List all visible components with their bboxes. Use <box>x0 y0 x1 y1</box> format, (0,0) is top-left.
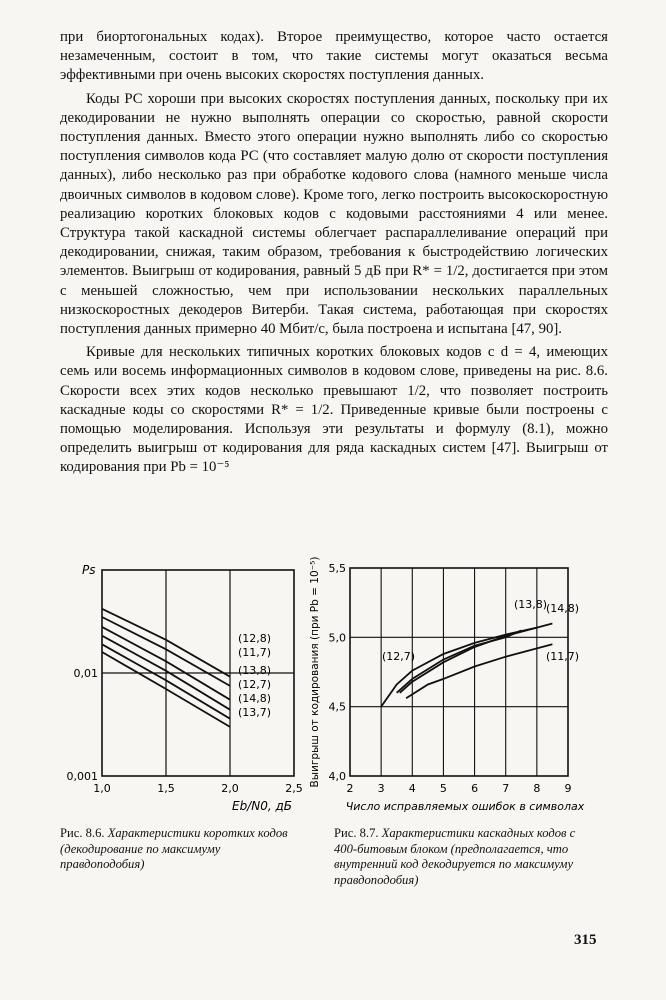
y-tick-label: 4,5 <box>328 700 346 714</box>
x-tick-label: 1,5 <box>157 782 175 795</box>
series-label-14-8: (14,8) <box>546 602 580 615</box>
y-axis-label: Ps <box>82 563 96 577</box>
figure-8-7-caption <box>334 826 582 888</box>
x-axis-label: Eb/N0, дБ <box>231 799 292 813</box>
paragraph-2: Коды РС хороши при высоких скоростях поступления данных, поскольку при их декодировании не нужно выполнять операции со скоростью, равной скорости поступления данных. Вместо этого операции нужно выполнять либо со скоростью поступления символов кода РС (что составляет малую долю от скорости поступления данных), либо несколько раз при обработке кодового слова (намного меньше числа двоичных символов в кодовом слове). Кроме того, легко построить высокоскоростную реализацию коротких блоковых кодов с кодовыми расстояниями 4 или менее. Структура такой каскадной системы облегчает распараллеливание операций при декодировании, снижая, таким образом, требования к быстродействию логических элементов. Выигрыш от кодирования, равный 5 дБ при R* = 1/2, достигается при этом с меньшей сложностью, чем при использовании нескольких параллельных низкоскоростных декодеров Витерби. Такая система, работающая при скоростях поступления данных примерно 40 Мбит/с, была построена и испытана [47, 90]. <box>60 90 608 338</box>
page-number: 315 <box>574 932 597 948</box>
x-tick-label: 9 <box>564 782 572 795</box>
body-text <box>60 28 608 482</box>
x-tick-label: 4 <box>408 782 416 795</box>
x-tick-label: 2,5 <box>285 782 303 795</box>
x-tick-label: 2 <box>346 782 354 795</box>
series-line-12-7 <box>381 628 537 707</box>
y-tick-label: 0,001 <box>66 770 98 783</box>
series-label-11-7: (11,7) <box>238 646 272 659</box>
series-label-14-8: (14,8) <box>238 692 272 705</box>
series-line-14-8 <box>400 624 553 693</box>
series-label-11-7: (11,7) <box>546 650 580 663</box>
series-label-13-8: (13,8) <box>238 664 272 677</box>
paragraph-1: при биортогональных кодах). Второе преимущество, которое часто остается незамеченным, состоит в том, что такие системы могут оказаться весьма эффективными при очень высоких скоростях поступления данных. <box>60 29 608 84</box>
x-tick-label: 2,0 <box>221 782 239 795</box>
x-tick-label: 3 <box>377 782 385 795</box>
caption-label: Рис. 8.6. <box>60 826 105 840</box>
series-label-13-7: (13,7) <box>238 706 272 719</box>
caption-text: Характеристики каскадных кодов с 400-битовым блоком (предполагается, что внутренний код декодируется по максимуму правдоподобия) <box>334 826 576 887</box>
figure-8-7-chart <box>300 548 610 838</box>
caption-text: Характеристики коротких кодов (декодирование по максимуму правдоподобия) <box>60 826 288 871</box>
y-tick-label: 4,0 <box>328 770 346 783</box>
series-label-13-8: (13,8) <box>514 598 548 611</box>
x-tick-label: 1,0 <box>93 782 111 795</box>
y-tick-label: 5,0 <box>328 631 346 645</box>
x-tick-label: 6 <box>471 782 479 795</box>
x-axis-label: Число исправляемых ошибок в символах <box>345 800 585 813</box>
x-tick-label: 8 <box>533 782 541 795</box>
series-label-12-8: (12,8) <box>238 632 272 645</box>
y-axis-label: Выигрыш от кодирования (при Pb = 10⁻⁵) <box>309 556 321 788</box>
paragraph-3: Кривые для нескольких типичных коротких блоковых кодов с d = 4, имеющих семь или восемь информационных символов в кодовом слове, приведены на рис. 8.6. Скорости всех этих кодов несколько превышают 1/2, что позволяет построить каскадные коды со скоростями R* = 1/2. Приведенные кривые были построены с помощью моделирования. Используя эти результаты и формулу (8.1), можно определить выигрыш от кодирования для ряда каскадных систем [47]. Выигрыш от кодирования при Pb = 10⁻⁵ <box>60 344 608 476</box>
series-label-12-7: (12,7) <box>238 678 272 691</box>
figure-8-6-caption <box>60 826 302 873</box>
x-tick-label: 5 <box>439 782 447 795</box>
x-tick-label: 7 <box>502 782 510 795</box>
series-line-13-8 <box>397 630 522 692</box>
figure-8-6-chart <box>60 548 322 820</box>
y-tick-label: 5,5 <box>328 562 346 575</box>
y-tick-label: 0,01 <box>73 667 98 680</box>
series-label-12-7: (12,7) <box>382 650 416 663</box>
caption-label: Рис. 8.7. <box>334 826 379 840</box>
